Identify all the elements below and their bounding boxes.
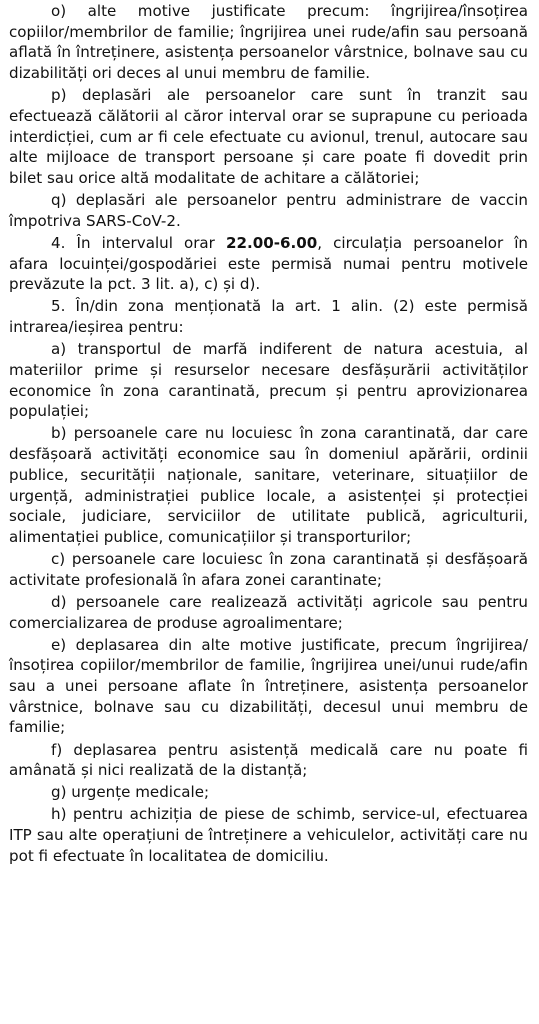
paragraph-item-5h: h) pentru achiziția de piese de schimb, service-ul, efectuarea ITP sau alte operațiuni de întreținere a vehiculelor, activități care nu pot fi efectuate în localitatea de domiciliu. [9,805,528,865]
paragraph-item-5f: f) deplasarea pentru asistență medicală care nu poate fi amânată și nici realizată de la distanță; [9,740,528,780]
paragraph-item-q: q) deplasări ale persoanelor pentru administrare de vaccin împotriva SARS-CoV-2. [9,191,528,230]
point-4-text-after: , circulația persoanelor în afara locuinței/gospodăriei este permisă numai pentru motivele prevăzute la pct. 3 lit. a), c) și d). [9,233,528,294]
paragraph-item-p: p) deplasări ale persoanelor care sunt în tranzit sau efectuează călătorii al căror interval orar se suprapune cu perioada interdicției, cum ar fi cele efectuate cu avionul, trenul, autocare sau alte mijloace de transport persoane și care poate fi dovedit prin bilet sau orice altă modalitate de achitare a călătoriei; [9,86,528,188]
paragraph-item-5a: a) transportul de marfă indiferent de natura acestuia, al materiilor prime și resurselor necesare desfășurării activităților economice în zona carantinată, precum și pentru aprovizionarea populației; [9,340,528,421]
paragraph-point-4 [9,233,528,295]
paragraph-point-5: 5. În/din zona menționată la art. 1 alin. (2) este permisă intrarea/ieșirea pentru: [9,297,528,337]
paragraph-item-5g: g) urgențe medicale; [51,783,210,802]
paragraph-item-5d: d) persoanele care realizează activități agricole sau pentru comercializarea de produse agroalimentare; [9,592,528,632]
document-page [9,1,528,868]
point-4-text-before: 4. În intervalul orar [51,233,226,252]
paragraph-item-5c: c) persoanele care locuiesc în zona carantinată și desfășoară activitate profesională în afara zonei carantinate; [9,550,528,589]
paragraph-item-o: o) alte motive justificate precum: îngrijirea/însoțirea copiilor/membrilor de familie; îngrijirea unei rude/afin sau persoană aflată în întreținere, asistența persoanelor vârstnice, bolnave sau cu dizabilități ori deces al unui membru de familie. [9,2,528,83]
paragraph-item-5b: b) persoanele care nu locuiesc în zona carantinată, dar care desfășoară activități economice sau în domeniul apărării, ordinii publice, securității naționale, sanitare, veterinare, situațiilor de urgență, administrației publice locale, a asistenței și protecției sociale, judiciare, serviciilor de utilitate publică, agriculturii, alimentației publice, comunicațiilor și transporturilor; [9,424,528,546]
point-4-time-interval: 22.00-6.00 [225,233,318,252]
paragraph-item-5e: e) deplasarea din alte motive justificate, precum îngrijirea/însoțirea copiilor/membrilor de familie, îngrijirea unei/unui rude/afin sau a unei persoane aflate în întreținere, asistența persoanelor vârstnice, bolnave sau cu dizabilități, decesul unui membru de familie; [9,635,528,737]
